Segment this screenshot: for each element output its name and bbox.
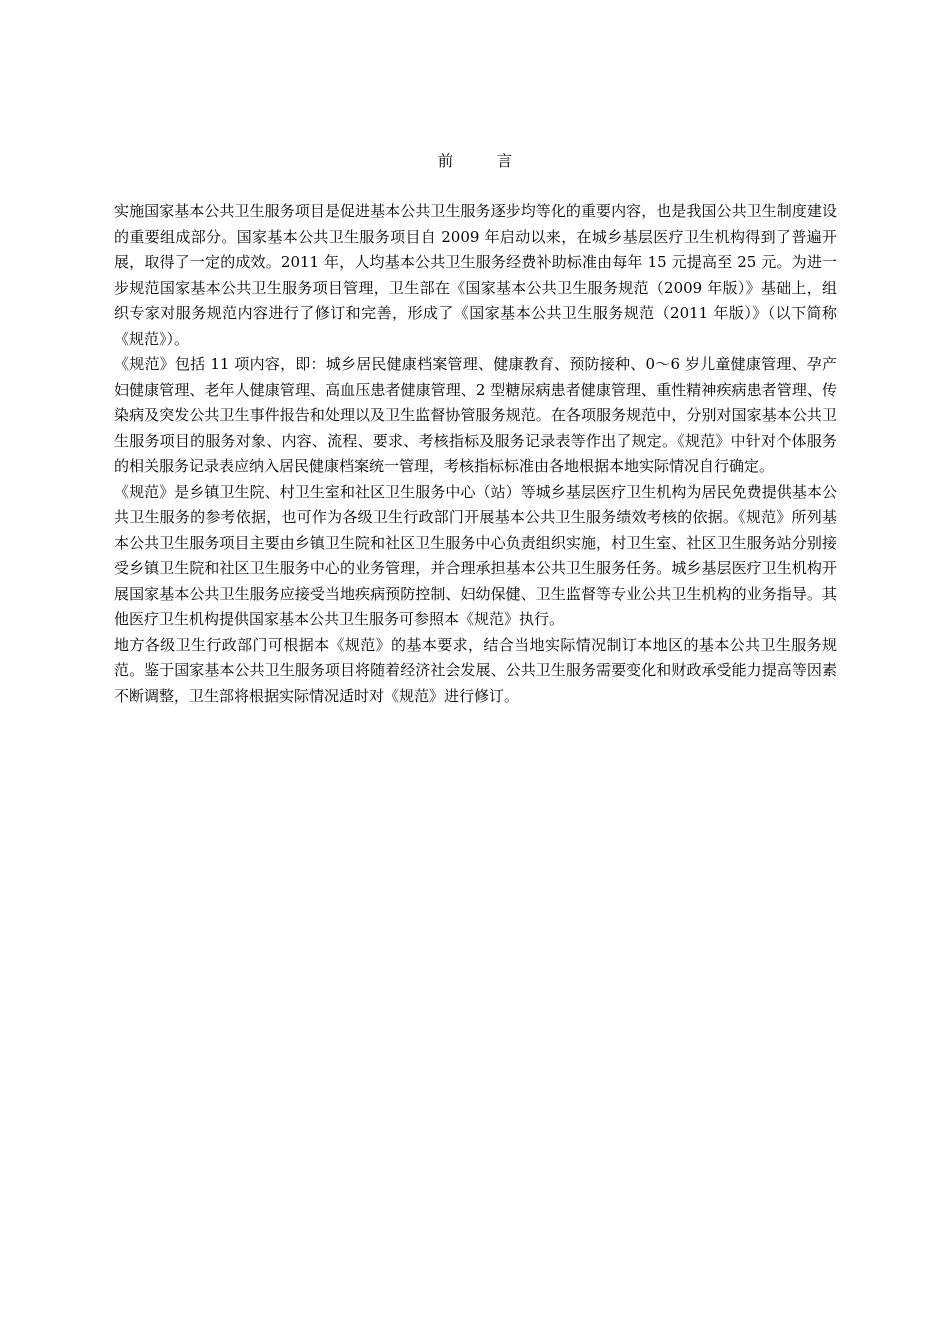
paragraph-contents: 《规范》包括 11 项内容，即：城乡居民健康档案管理、健康教育、预防接种、0～6 岁儿童健康管理、孕产妇健康管理、老年人健康管理、高血压患者健康管理、2 型糖尿病患者健康管理、重性精神疾病患者管理、传染病及突发公共卫生事件报告和处理以及卫生监督协管服务规范。在各项服务规范中，分别对国家基本公共卫生服务项目的服务对象、内容、流程、要求、考核指标及服务记录表等作出了规定。《规范》中针对个体服务的相关服务记录表应纳入居民健康档案统一管理，考核指标标准由各地根据本地实际情况自行确定。 [114,355,837,475]
page-title: 前 言 [437,152,527,170]
paragraph-local-adaptation: 地方各级卫生行政部门可根据本《规范》的基本要求，结合当地实际情况制订本地区的基本公共卫生服务规范。鉴于国家基本公共卫生服务项目将随着经济社会发展、公共卫生服务需要变化和财政承受能力提高等因素不断调整，卫生部将根据实际情况适时对《规范》进行修订。 [114,635,837,705]
paragraph-introduction: 实施国家基本公共卫生服务项目是促进基本公共卫生服务逐步均等化的重要内容，也是我国公共卫生制度建设的重要组成部分。国家基本公共卫生服务项目自 2009 年启动以来，在城乡基层医疗卫生机构得到了普遍开展，取得了一定的成效。2011 年，人均基本公共卫生服务经费补助标准由每年 15 元提高至 25 元。为进一步规范国家基本公共卫生服务项目管理，卫生部在《国家基本公共卫生服务规范（2009 年版）》基础上，组织专家对服务规范内容进行了修订和完善，形成了《国家基本公共卫生服务规范（2011 年版）》（以下简称《规范》）。 [114,202,837,348]
paragraph-usage: 《规范》是乡镇卫生院、村卫生室和社区卫生服务中心（站）等城乡基层医疗卫生机构为居民免费提供基本公共卫生服务的参考依据，也可作为各级卫生行政部门开展基本公共卫生服务绩效考核的依据。《规范》所列基本公共卫生服务项目主要由乡镇卫生院和社区卫生服务中心负责组织实施，村卫生室、社区卫生服务站分别接受乡镇卫生院和社区卫生服务中心的业务管理，并合理承担基本公共卫生服务任务。城乡基层医疗卫生机构开展国家基本公共卫生服务应接受当地疾病预防控制、妇幼保健、卫生监督等专业公共卫生机构的业务指导。其他医疗卫生机构提供国家基本公共卫生服务可参照本《规范》执行。 [114,482,837,628]
document-body [114,199,837,709]
